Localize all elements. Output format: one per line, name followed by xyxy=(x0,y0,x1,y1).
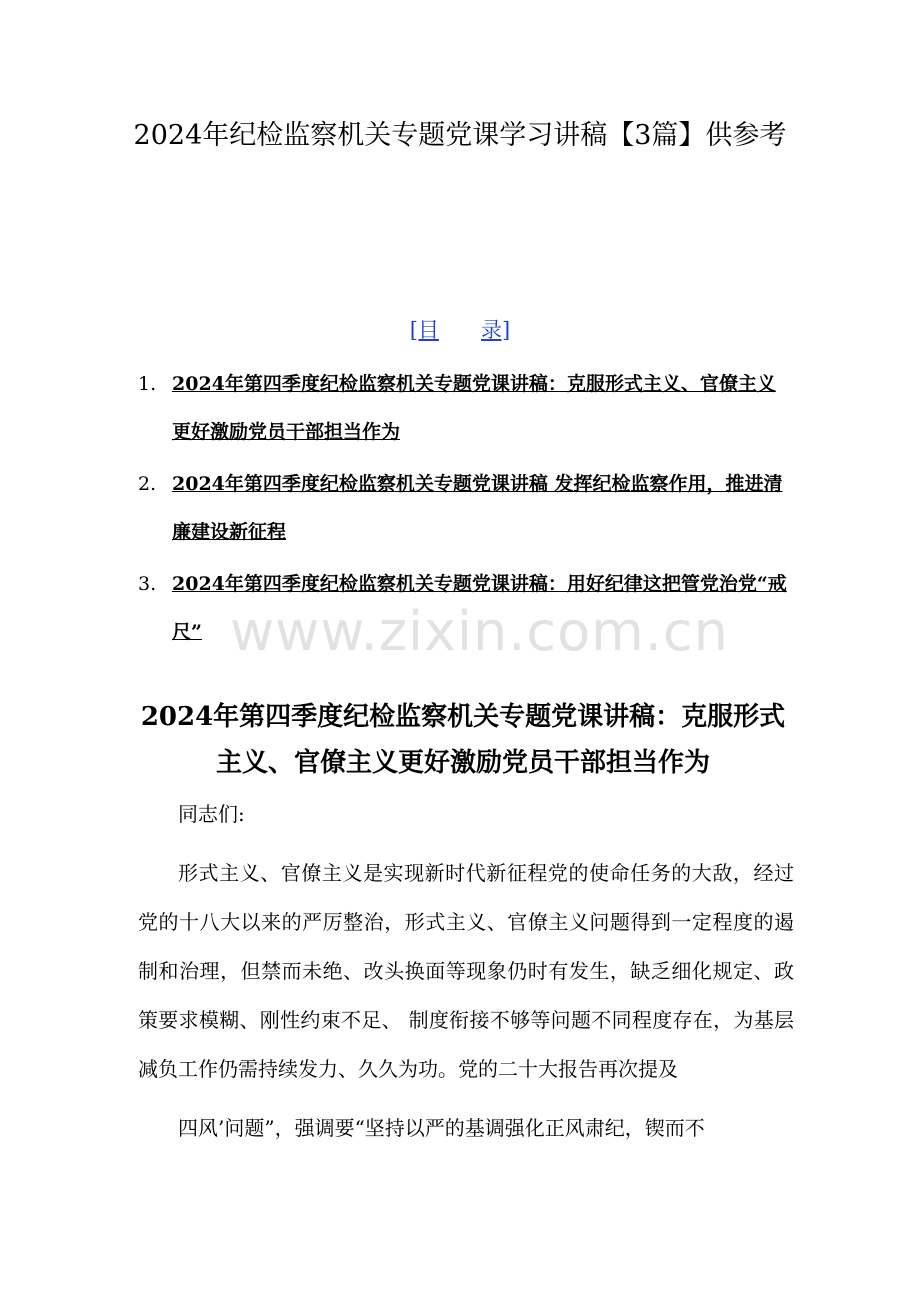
paragraph: 同志们: xyxy=(178,802,245,826)
toc-number: 3. xyxy=(138,573,157,595)
toc-item-1[interactable] xyxy=(138,360,788,456)
toc-link[interactable]: 2024年第四季度纪检监察机关专题党课讲稿：用好纪律这把管党治党“戒尺” xyxy=(172,573,787,643)
body-text xyxy=(138,790,794,1153)
section-title: 2024年第四季度纪检监察机关专题党课讲稿：克服形式主义、官僚主义更好激励党员干部担当作为 xyxy=(140,702,786,778)
toc-heading-left: [目 xyxy=(409,318,439,342)
watermark: www.zixin.com.cn xyxy=(230,600,729,663)
document-title: 2024年纪检监察机关专题党课学习讲稿【3篇】供参考 xyxy=(133,120,787,151)
toc-number: 2. xyxy=(138,473,157,495)
toc-item-2[interactable] xyxy=(138,460,788,556)
paragraph: 形式主义、官僚主义是实现新时代新征程党的使命任务的大敌，经过党的十八大以来的严厉整治，形式主义、官僚主义问题得到一定程度的遏制和治理，但禁而未绝、改头换面等现象仍时有发生，缺乏细化规定、政策要求模糊、刚性约束不足、 制度衔接不够等问题不同程度存在，为基层减负工作仍需持续发力、久久为功。党的二十大报告再次提及 xyxy=(138,861,794,1081)
toc-number: 1. xyxy=(138,373,157,395)
paragraph: 四风’问题”，强调要“坚持以严的基调强化正风肃纪，锲而不 xyxy=(178,1116,705,1140)
toc-link[interactable]: 2024年第四季度纪检监察机关专题党课讲稿：克服形式主义、官僚主义更好激励党员干部担当作为 xyxy=(172,373,776,443)
toc-heading-right: 录] xyxy=(481,318,511,342)
toc-link[interactable]: 2024年第四季度纪检监察机关专题党课讲稿 发挥纪检监察作用，推进清廉建设新征程 xyxy=(172,473,783,543)
toc-heading[interactable] xyxy=(0,314,920,344)
